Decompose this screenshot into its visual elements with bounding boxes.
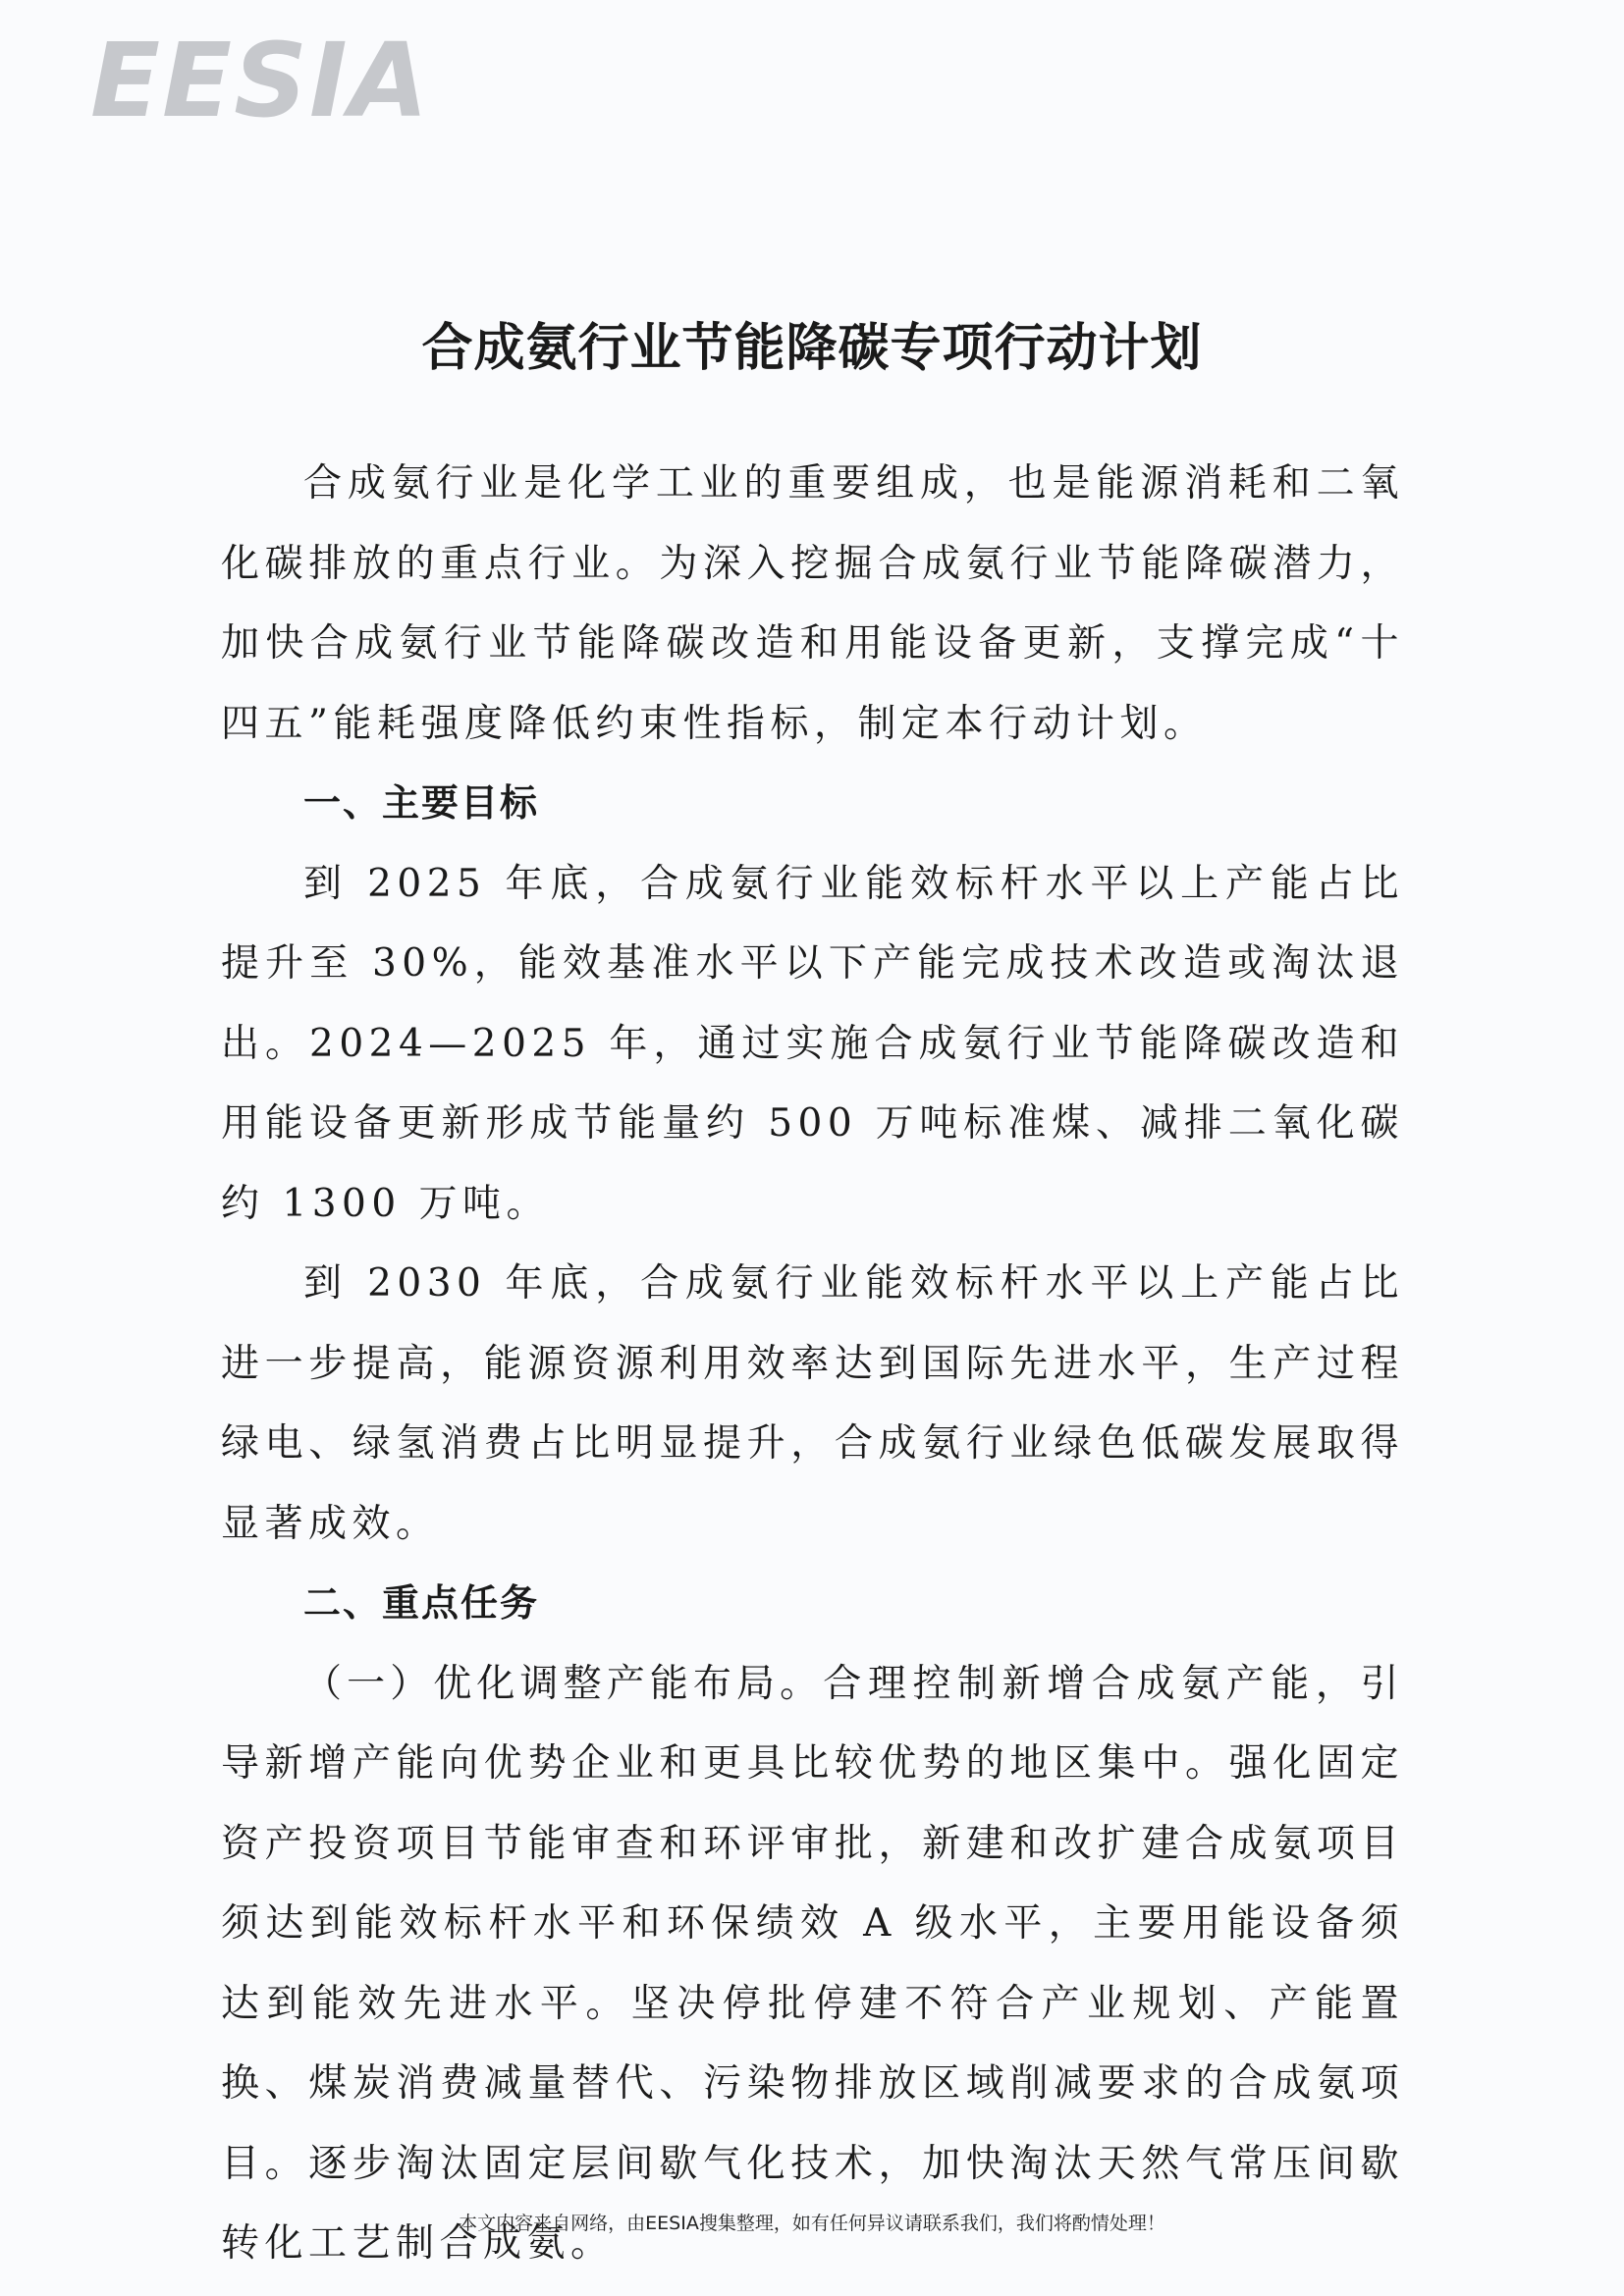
task-1-lead: （一）优化调整产能布局。 [303, 1661, 824, 1706]
intro-paragraph: 合成氨行业是化学工业的重要组成，也是能源消耗和二氧化碳排放的重点行业。为深入挖掘合成氨行业节能降碳潜力，加快合成氨行业节能降碳改造和用能设备更新，支撑完成“十四五”能耗强度降低约束性指标，制定本行动计划。 [221, 461, 1404, 746]
section-heading-main-goals: 一、主要目标 [303, 781, 540, 825]
eesia-logo: EESIA [90, 21, 431, 140]
goal-2030-paragraph: 到 2030 年底，合成氨行业能效标杆水平以上产能占比进一步提高，能源资源利用效率达到国际先进水平，生产过程绿电、绿氢消费占比明显提升，合成氨行业绿色低碳发展取得显著成效。 [221, 1261, 1404, 1546]
document-title: 合成氨行业节能降碳专项行动计划 [421, 317, 1203, 378]
goal-2025-paragraph: 到 2025 年底，合成氨行业能效标杆水平以上产能占比提升至 30%，能效基准水平以下产能完成技术改造或淘汰退出。2024—2025 年，通过实施合成氨行业节能降碳改造和用能设备更新形成节能量约 500 万吨标准煤、减排二氧化碳约 1300 万吨。 [221, 861, 1404, 1226]
document-body [221, 444, 1404, 2284]
task-1-paragraph [221, 1644, 1404, 2284]
section-heading-key-tasks: 二、重点任务 [303, 1581, 540, 1625]
footer-disclaimer: 本文内容来自网络，由EESIA搜集整理，如有任何异议请联系我们，我们将酌情处理！ [459, 2213, 1165, 2234]
task-1-text: 合理控制新增合成氨产能，引导新增产能向优势企业和更具比较优势的地区集中。强化固定资产投资项目节能审查和环评审批，新建和改扩建合成氨项目须达到能效标杆水平和环保绩效 A 级水平，主要用能设备须达到能效先进水平。坚决停批停建不符合产业规划、产能置换、煤炭消费减量替代、污染物排放区域削减要求的合成氨项目。逐步淘汰固定层间歇气化技术，加快淘汰天然气常压间歇转化工艺制合成氨。 [221, 1661, 1404, 2266]
